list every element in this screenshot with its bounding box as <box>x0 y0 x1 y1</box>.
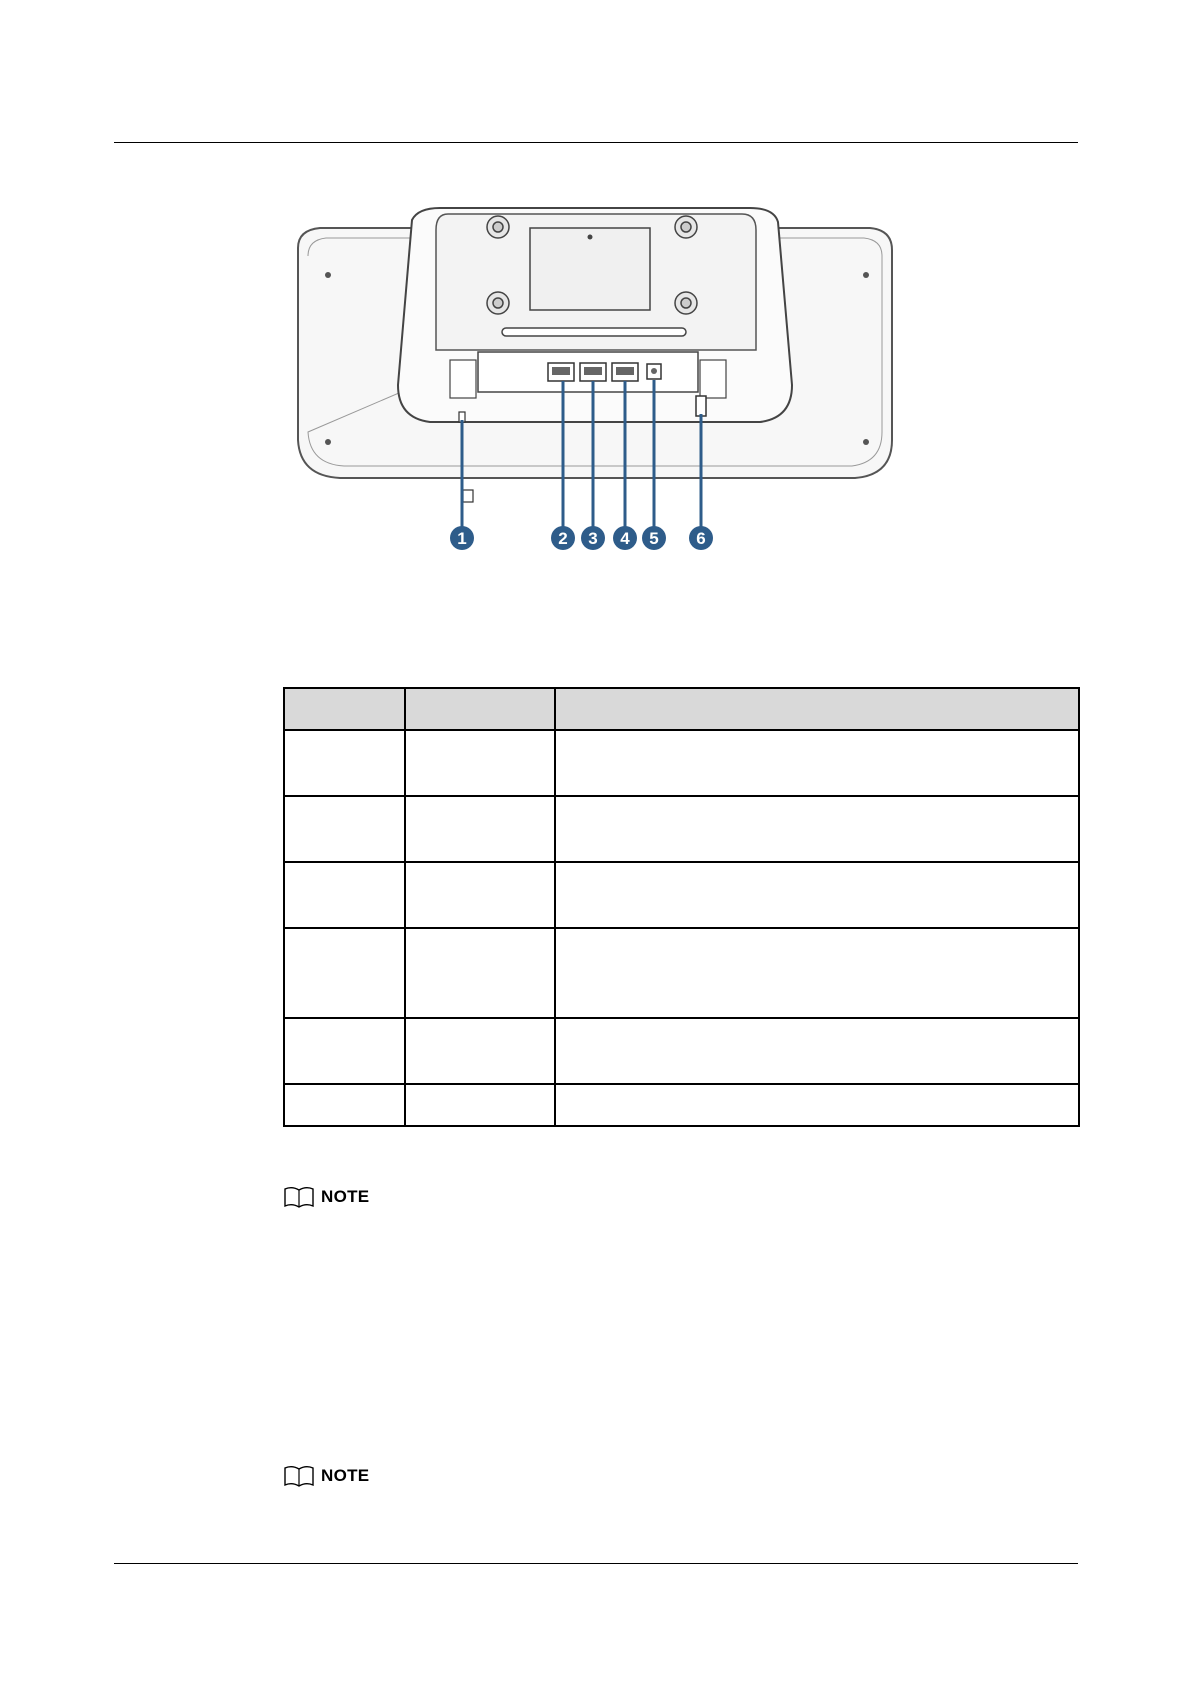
table-cell <box>555 862 1079 928</box>
svg-text:5: 5 <box>649 529 659 548</box>
svg-text:1: 1 <box>457 529 467 548</box>
book-icon <box>283 1465 315 1487</box>
table-row <box>284 796 1079 862</box>
port-description-table <box>283 687 1080 1127</box>
table-cell <box>555 730 1079 796</box>
note-heading <box>283 1465 369 1487</box>
header-rule <box>114 142 1078 143</box>
table-cell <box>284 730 405 796</box>
table-cell <box>555 928 1079 1018</box>
table-header-cell <box>405 688 555 730</box>
table-cell <box>284 862 405 928</box>
callout-6 <box>689 526 713 550</box>
callout-4 <box>613 526 637 550</box>
table-row <box>284 928 1079 1018</box>
table-cell <box>284 1018 405 1084</box>
callout-2 <box>551 526 575 550</box>
table-header-cell <box>555 688 1079 730</box>
book-icon <box>283 1186 315 1208</box>
table-cell <box>405 796 555 862</box>
svg-text:6: 6 <box>696 529 706 548</box>
table-row <box>284 730 1079 796</box>
table-cell <box>405 862 555 928</box>
table-header-row <box>284 688 1079 730</box>
note-label: NOTE <box>321 1466 370 1485</box>
device-rear-figure <box>280 200 920 550</box>
table-cell <box>555 1018 1079 1084</box>
table-cell <box>405 928 555 1018</box>
note-heading <box>283 1186 369 1208</box>
svg-text:4: 4 <box>620 529 630 548</box>
table-cell <box>284 928 405 1018</box>
callout-3 <box>581 526 605 550</box>
note-label: NOTE <box>321 1187 370 1206</box>
table-cell <box>284 796 405 862</box>
table-row <box>284 1018 1079 1084</box>
svg-text:2: 2 <box>558 529 568 548</box>
table-cell <box>405 730 555 796</box>
table-cell <box>405 1018 555 1084</box>
table-cell <box>555 1084 1079 1126</box>
table-header-cell <box>284 688 405 730</box>
device-illustration <box>280 200 920 550</box>
svg-text:3: 3 <box>588 529 598 548</box>
footer-rule <box>114 1563 1078 1564</box>
table-row <box>284 1084 1079 1126</box>
table-cell <box>284 1084 405 1126</box>
table-cell <box>405 1084 555 1126</box>
callout-5 <box>642 526 666 550</box>
table-row <box>284 862 1079 928</box>
callout-1 <box>450 526 474 550</box>
table-cell <box>555 796 1079 862</box>
